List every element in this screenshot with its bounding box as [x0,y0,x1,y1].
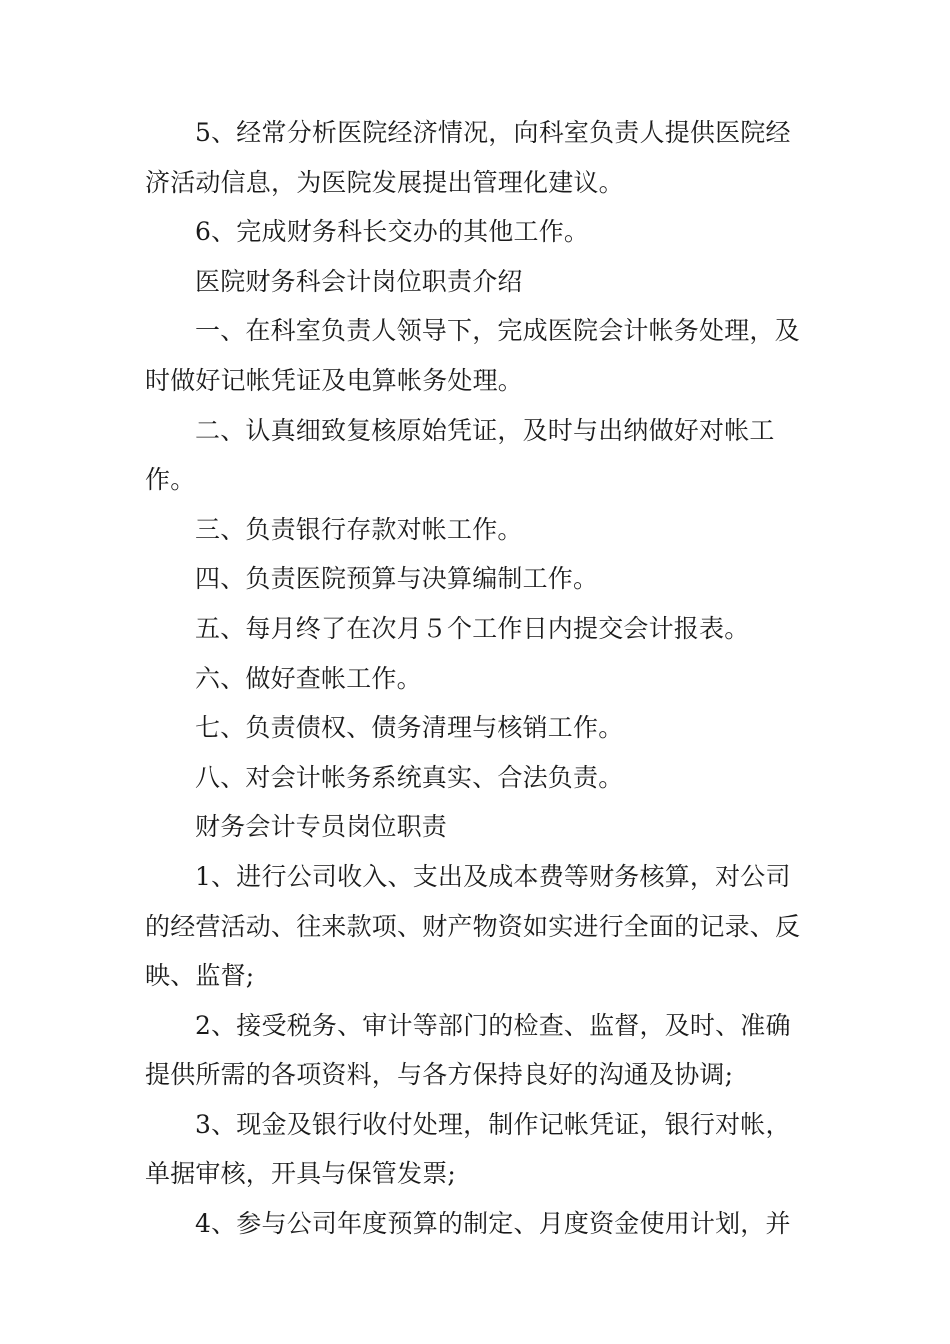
paragraph-duty-3: 三、负责银行存款对帐工作。 [195,514,523,544]
paragraph-specialist-3: 3、现金及银行收付处理，制作记帐凭证，银行对帐，单据审核，开具与保管发票; [145,1109,791,1189]
paragraph-duty-8: 八、对会计帐务系统真实、合法负责。 [195,762,624,792]
paragraph-item-6: 6、完成财务科长交办的其他工作。 [195,217,590,247]
paragraph-duty-2: 二、认真细致复核原始凭证，及时与出纳做好对帐工作。 [145,415,775,495]
paragraph-duty-7: 七、负责债权、债务清理与核销工作。 [195,713,624,743]
paragraph-specialist-4: 4、参与公司年度预算的制定、月度资金使用计划，并 [195,1209,791,1239]
paragraph-duty-1: 一、在科室负责人领导下，完成医院会计帐务处理，及时做好记帐凭证及电算帐务处理。 [145,316,800,395]
paragraph-duty-5: 五、每月终了在次月５个工作日内提交会计报表。 [195,613,750,643]
paragraph-item-5: 5、经常分析医院经济情况，向科室负责人提供医院经济活动信息，为医院发展提出管理化建议。 [145,118,791,197]
section-heading-finance-specialist: 财务会计专员岗位职责 [195,812,448,842]
paragraph-duty-4: 四、负责医院预算与决算编制工作。 [195,564,599,594]
paragraph-duty-6: 六、做好查帐工作。 [195,663,422,693]
paragraph-specialist-2: 2、接受税务、审计等部门的检查、监督，及时、准确提供所需的各项资料，与各方保持良好的沟通及协调; [145,1010,791,1090]
paragraph-specialist-1: 1、进行公司收入、支出及成本费等财务核算，对公司的经营活动、往来款项、财产物资如实进行全面的记录、反映、监督; [145,861,801,991]
document-body [145,108,810,1249]
section-heading-accounting-duties: 医院财务科会计岗位职责介绍 [195,266,523,296]
